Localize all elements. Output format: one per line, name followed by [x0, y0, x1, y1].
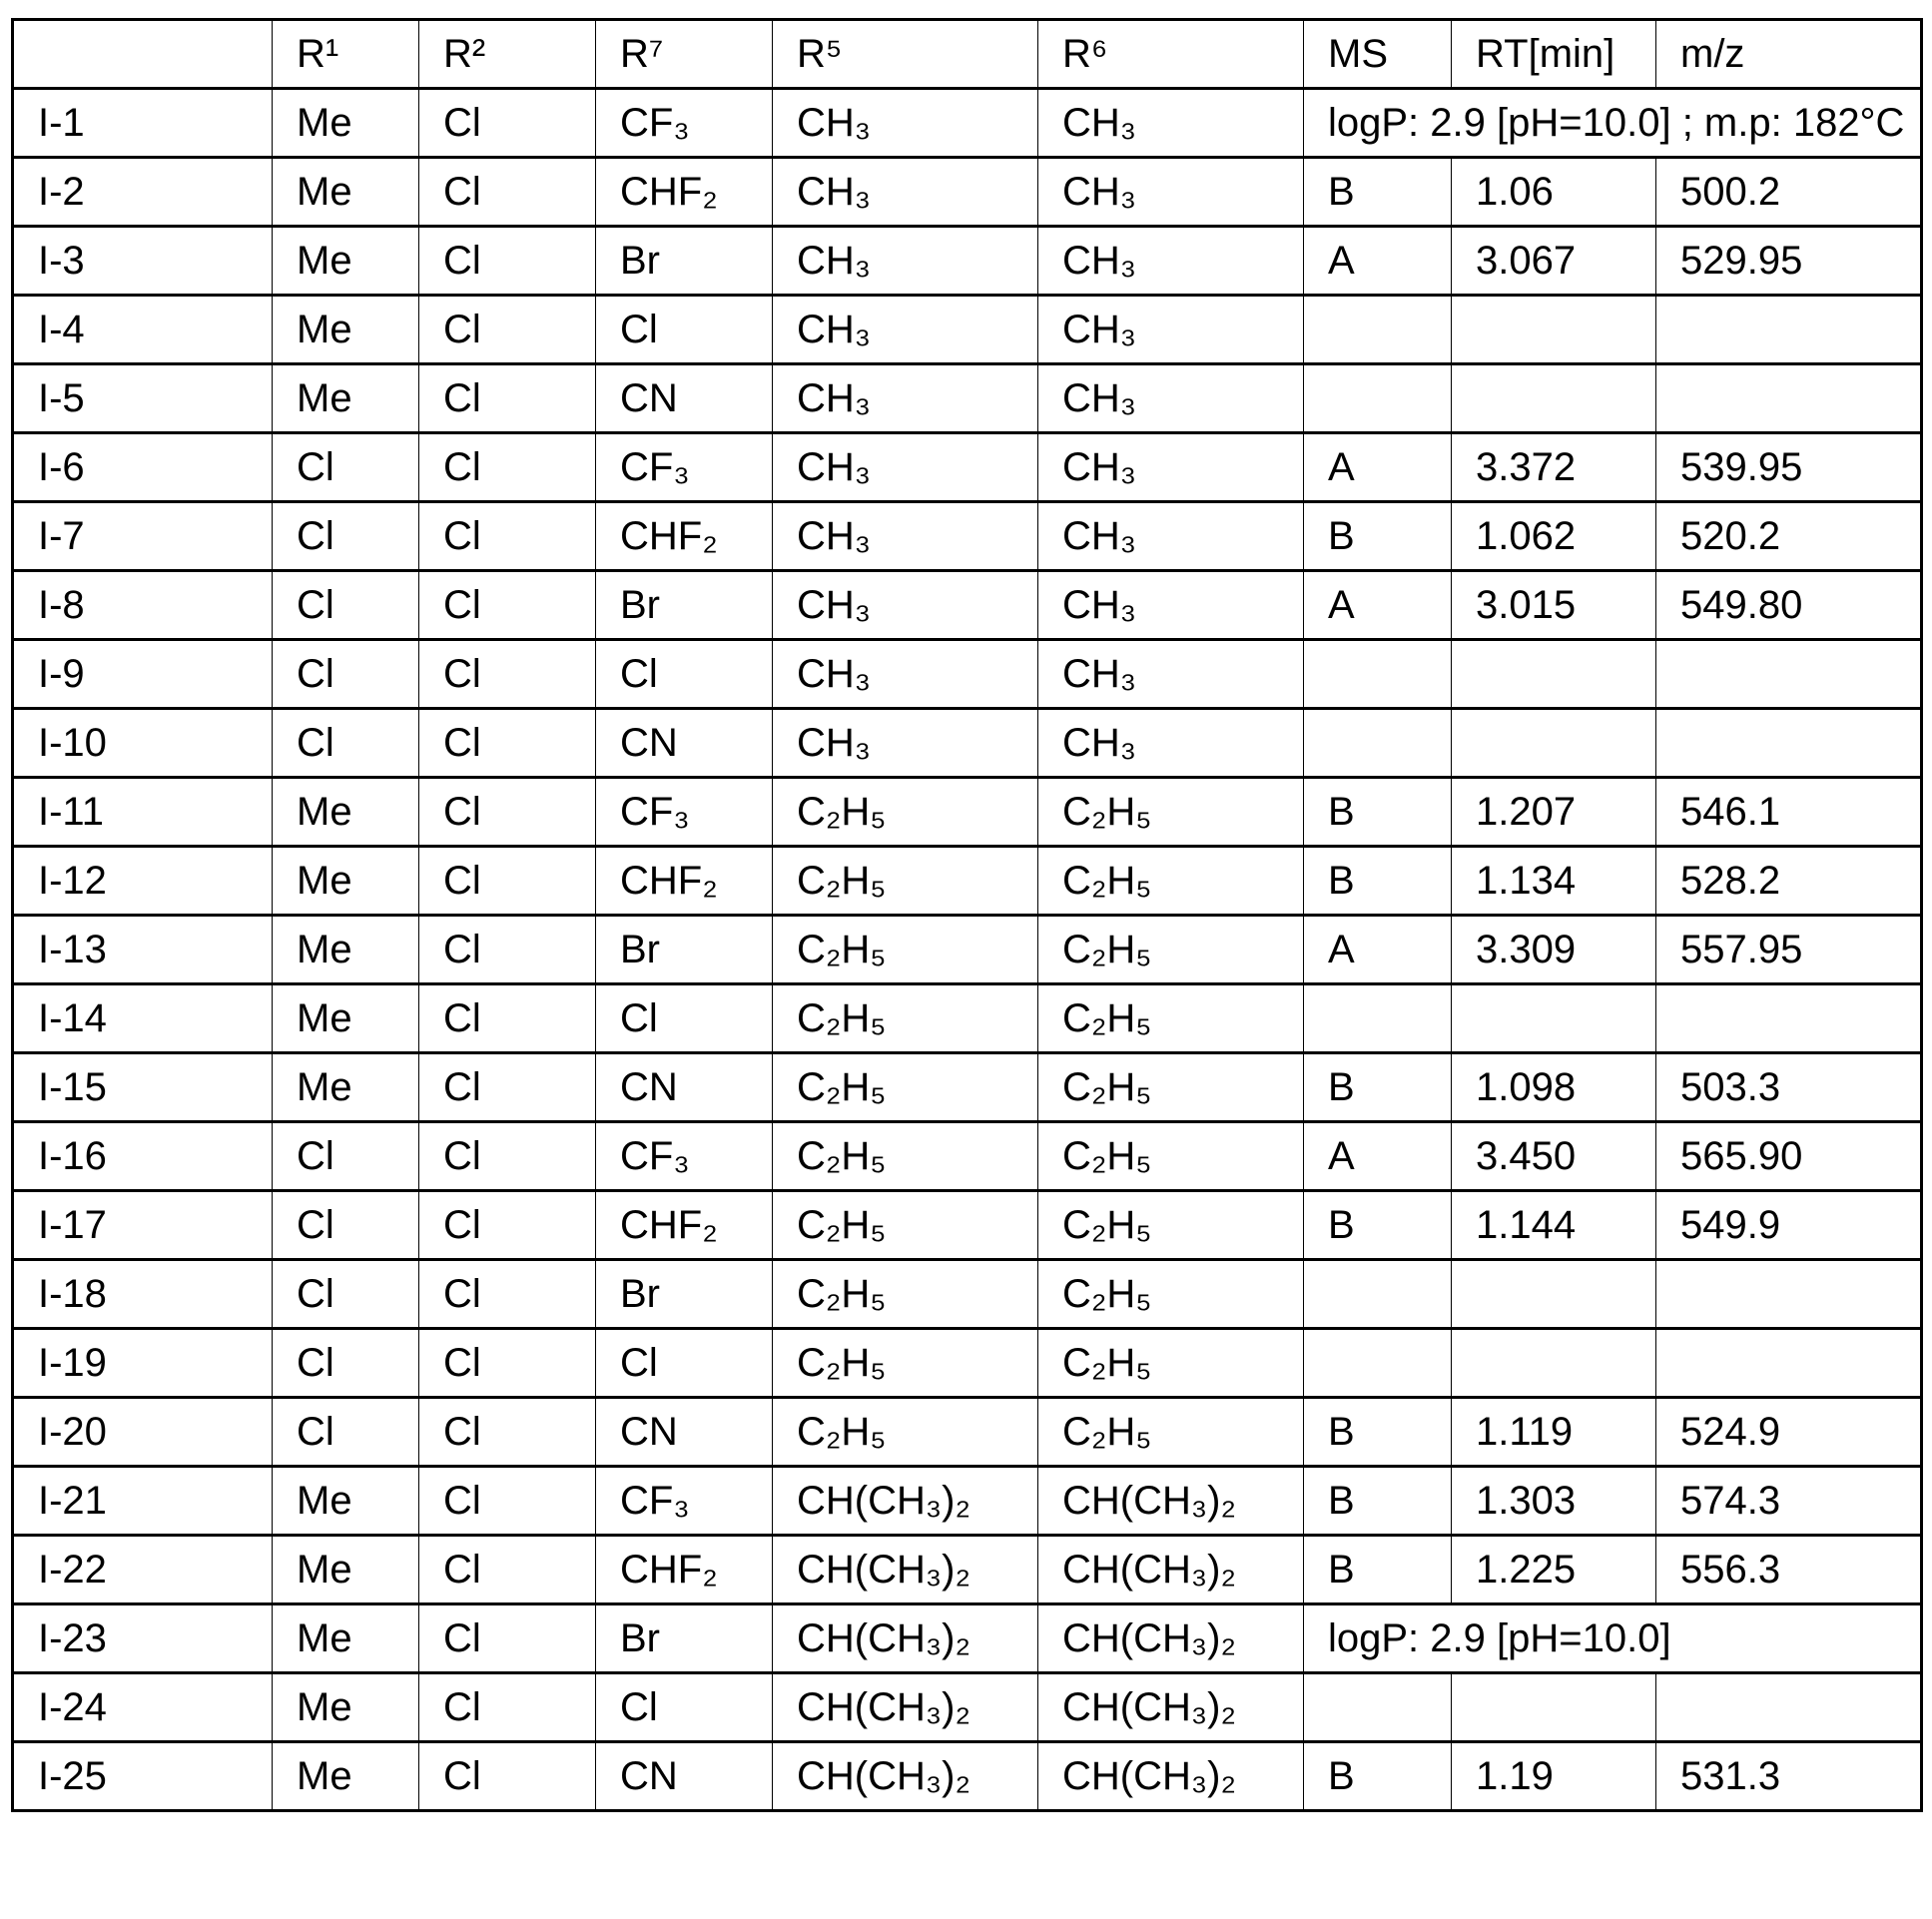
cell-r7: CF₃: [596, 89, 773, 158]
cell-mz: [1656, 709, 1922, 778]
table-row: [13, 1053, 1922, 1122]
cell-ms: A: [1304, 433, 1452, 502]
cell-r5: CH₃: [773, 502, 1038, 571]
cell-id: I-14: [13, 984, 273, 1053]
table-row: [13, 984, 1922, 1053]
cell-id: I-16: [13, 1122, 273, 1191]
cell-mz: [1656, 984, 1922, 1053]
cell-r2: Cl: [419, 296, 596, 364]
cell-r5: CH₃: [773, 227, 1038, 296]
cell-r7: CN: [596, 709, 773, 778]
table-row: [13, 158, 1922, 227]
cell-r5: CH₃: [773, 640, 1038, 709]
cell-r6: CH(CH₃)₂: [1038, 1536, 1304, 1604]
cell-r1: Me: [273, 227, 419, 296]
cell-ms: A: [1304, 571, 1452, 640]
cell-rt: 3.015: [1452, 571, 1656, 640]
cell-r2: Cl: [419, 1191, 596, 1260]
cell-mz: 574.3: [1656, 1467, 1922, 1536]
cell-id: I-6: [13, 433, 273, 502]
cell-id: I-9: [13, 640, 273, 709]
cell-r7: CHF₂: [596, 847, 773, 916]
column-header: R²: [419, 20, 596, 89]
cell-rt: [1452, 296, 1656, 364]
cell-r1: Me: [273, 1604, 419, 1673]
cell-r7: CHF₂: [596, 1536, 773, 1604]
cell-r2: Cl: [419, 571, 596, 640]
cell-r5: C₂H₅: [773, 1329, 1038, 1398]
cell-r1: Cl: [273, 1398, 419, 1467]
cell-r1: Cl: [273, 640, 419, 709]
cell-r6: C₂H₅: [1038, 778, 1304, 847]
cell-mz: 520.2: [1656, 502, 1922, 571]
cell-r6: C₂H₅: [1038, 1122, 1304, 1191]
cell-r7: Br: [596, 1604, 773, 1673]
cell-r2: Cl: [419, 364, 596, 433]
cell-id: I-5: [13, 364, 273, 433]
cell-ms: [1304, 364, 1452, 433]
table-row: [13, 1122, 1922, 1191]
cell-r1: Me: [273, 89, 419, 158]
cell-r2: Cl: [419, 1673, 596, 1742]
cell-ms: B: [1304, 502, 1452, 571]
table-row: [13, 916, 1922, 984]
cell-rt: 3.450: [1452, 1122, 1656, 1191]
cell-ms: A: [1304, 916, 1452, 984]
cell-id: I-2: [13, 158, 273, 227]
cell-r5: CH(CH₃)₂: [773, 1742, 1038, 1811]
cell-r7: CF₃: [596, 1122, 773, 1191]
cell-mz: 539.95: [1656, 433, 1922, 502]
table-row: [13, 502, 1922, 571]
cell-mz: [1656, 364, 1922, 433]
cell-mz: 531.3: [1656, 1742, 1922, 1811]
table-row: [13, 847, 1922, 916]
cell-r1: Me: [273, 916, 419, 984]
cell-ms: [1304, 709, 1452, 778]
cell-mz: 500.2: [1656, 158, 1922, 227]
cell-r5: CH₃: [773, 433, 1038, 502]
cell-r2: Cl: [419, 1398, 596, 1467]
cell-r7: Cl: [596, 1329, 773, 1398]
cell-r5: C₂H₅: [773, 1260, 1038, 1329]
cell-r2: Cl: [419, 1122, 596, 1191]
cell-ms: B: [1304, 847, 1452, 916]
cell-r6: CH(CH₃)₂: [1038, 1604, 1304, 1673]
cell-id: I-12: [13, 847, 273, 916]
cell-r6: CH₃: [1038, 709, 1304, 778]
cell-r5: CH(CH₃)₂: [773, 1673, 1038, 1742]
table-row: [13, 1191, 1922, 1260]
cell-r7: Br: [596, 227, 773, 296]
cell-r2: Cl: [419, 158, 596, 227]
table-row: [13, 571, 1922, 640]
cell-r5: CH₃: [773, 571, 1038, 640]
cell-r7: Cl: [596, 1673, 773, 1742]
cell-r1: Me: [273, 1467, 419, 1536]
cell-id: I-7: [13, 502, 273, 571]
cell-r1: Me: [273, 847, 419, 916]
cell-r2: Cl: [419, 227, 596, 296]
cell-r1: Me: [273, 778, 419, 847]
cell-r5: CH(CH₃)₂: [773, 1604, 1038, 1673]
cell-id: I-22: [13, 1536, 273, 1604]
cell-r5: C₂H₅: [773, 1122, 1038, 1191]
cell-id: I-19: [13, 1329, 273, 1398]
cell-ms: A: [1304, 227, 1452, 296]
column-header: R⁷: [596, 20, 773, 89]
cell-rt: [1452, 1329, 1656, 1398]
cell-r1: Me: [273, 296, 419, 364]
table-row: [13, 296, 1922, 364]
cell-r2: Cl: [419, 640, 596, 709]
cell-mz: 528.2: [1656, 847, 1922, 916]
cell-r7: Cl: [596, 296, 773, 364]
table-row: [13, 1673, 1922, 1742]
column-header: MS: [1304, 20, 1452, 89]
cell-id: I-17: [13, 1191, 273, 1260]
cell-rt: 1.19: [1452, 1742, 1656, 1811]
cell-r5: C₂H₅: [773, 847, 1038, 916]
cell-r1: Cl: [273, 1329, 419, 1398]
cell-mz: 557.95: [1656, 916, 1922, 984]
cell-r7: CHF₂: [596, 1191, 773, 1260]
cell-r7: CN: [596, 1398, 773, 1467]
cell-r6: CH₃: [1038, 158, 1304, 227]
cell-r7: CN: [596, 1053, 773, 1122]
column-header: R⁵: [773, 20, 1038, 89]
cell-note: logP: 2.9 [pH=10.0]: [1304, 1604, 1922, 1673]
cell-ms: [1304, 984, 1452, 1053]
cell-r5: C₂H₅: [773, 1191, 1038, 1260]
cell-r1: Me: [273, 1742, 419, 1811]
cell-r6: CH₃: [1038, 433, 1304, 502]
cell-r1: Me: [273, 364, 419, 433]
table-row: [13, 640, 1922, 709]
cell-r2: Cl: [419, 1053, 596, 1122]
column-header: RT[min]: [1452, 20, 1656, 89]
table-row: [13, 778, 1922, 847]
cell-r5: CH₃: [773, 158, 1038, 227]
cell-r5: C₂H₅: [773, 984, 1038, 1053]
cell-rt: [1452, 640, 1656, 709]
cell-r6: C₂H₅: [1038, 984, 1304, 1053]
cell-ms: [1304, 1329, 1452, 1398]
cell-ms: B: [1304, 1536, 1452, 1604]
cell-id: I-13: [13, 916, 273, 984]
cell-r6: CH₃: [1038, 571, 1304, 640]
table-row: [13, 1398, 1922, 1467]
table-row: [13, 1604, 1922, 1673]
cell-rt: 1.119: [1452, 1398, 1656, 1467]
cell-r2: Cl: [419, 1604, 596, 1673]
cell-r1: Cl: [273, 1260, 419, 1329]
cell-rt: 3.067: [1452, 227, 1656, 296]
cell-ms: [1304, 640, 1452, 709]
cell-r2: Cl: [419, 709, 596, 778]
cell-rt: 1.144: [1452, 1191, 1656, 1260]
cell-rt: 1.098: [1452, 1053, 1656, 1122]
cell-rt: [1452, 1260, 1656, 1329]
cell-id: I-1: [13, 89, 273, 158]
cell-rt: 1.225: [1452, 1536, 1656, 1604]
cell-r6: C₂H₅: [1038, 847, 1304, 916]
cell-r5: C₂H₅: [773, 778, 1038, 847]
cell-id: I-8: [13, 571, 273, 640]
cell-rt: [1452, 984, 1656, 1053]
cell-rt: 3.372: [1452, 433, 1656, 502]
cell-r6: C₂H₅: [1038, 916, 1304, 984]
cell-id: I-11: [13, 778, 273, 847]
cell-r7: Cl: [596, 640, 773, 709]
cell-mz: 529.95: [1656, 227, 1922, 296]
cell-rt: 3.309: [1452, 916, 1656, 984]
table-row: [13, 433, 1922, 502]
cell-id: I-15: [13, 1053, 273, 1122]
table-row: [13, 1467, 1922, 1536]
table-row: [13, 1260, 1922, 1329]
cell-r2: Cl: [419, 1260, 596, 1329]
cell-r2: Cl: [419, 1742, 596, 1811]
cell-r1: Cl: [273, 502, 419, 571]
cell-id: I-25: [13, 1742, 273, 1811]
cell-r1: Me: [273, 1053, 419, 1122]
cell-mz: [1656, 296, 1922, 364]
cell-mz: [1656, 1329, 1922, 1398]
cell-r1: Cl: [273, 571, 419, 640]
cell-r5: C₂H₅: [773, 1053, 1038, 1122]
cell-ms: B: [1304, 1191, 1452, 1260]
cell-r6: CH(CH₃)₂: [1038, 1467, 1304, 1536]
cell-mz: 546.1: [1656, 778, 1922, 847]
cell-r6: CH₃: [1038, 502, 1304, 571]
cell-r1: Me: [273, 1673, 419, 1742]
table-row: [13, 1742, 1922, 1811]
cell-id: I-23: [13, 1604, 273, 1673]
cell-r6: CH(CH₃)₂: [1038, 1673, 1304, 1742]
table-row: [13, 1329, 1922, 1398]
cell-r6: C₂H₅: [1038, 1329, 1304, 1398]
cell-ms: [1304, 1673, 1452, 1742]
cell-r5: CH(CH₃)₂: [773, 1536, 1038, 1604]
cell-mz: [1656, 1673, 1922, 1742]
cell-r6: CH(CH₃)₂: [1038, 1742, 1304, 1811]
cell-ms: B: [1304, 1742, 1452, 1811]
cell-r1: Me: [273, 158, 419, 227]
cell-rt: 1.207: [1452, 778, 1656, 847]
cell-r2: Cl: [419, 433, 596, 502]
compound-table: [11, 18, 1923, 1812]
cell-id: I-3: [13, 227, 273, 296]
cell-r7: CHF₂: [596, 158, 773, 227]
cell-ms: B: [1304, 1398, 1452, 1467]
cell-r5: CH(CH₃)₂: [773, 1467, 1038, 1536]
cell-r2: Cl: [419, 1329, 596, 1398]
cell-r1: Me: [273, 984, 419, 1053]
cell-r2: Cl: [419, 984, 596, 1053]
cell-r2: Cl: [419, 847, 596, 916]
cell-r7: CF₃: [596, 1467, 773, 1536]
table-row: [13, 227, 1922, 296]
cell-r1: Cl: [273, 709, 419, 778]
cell-id: I-24: [13, 1673, 273, 1742]
cell-r7: CF₃: [596, 778, 773, 847]
cell-id: I-4: [13, 296, 273, 364]
cell-ms: B: [1304, 1053, 1452, 1122]
cell-id: I-10: [13, 709, 273, 778]
cell-r6: CH₃: [1038, 89, 1304, 158]
cell-r5: C₂H₅: [773, 1398, 1038, 1467]
cell-r7: Cl: [596, 984, 773, 1053]
cell-r1: Cl: [273, 433, 419, 502]
cell-r7: CF₃: [596, 433, 773, 502]
cell-r7: Br: [596, 1260, 773, 1329]
cell-rt: [1452, 364, 1656, 433]
cell-mz: 549.80: [1656, 571, 1922, 640]
cell-r1: Cl: [273, 1191, 419, 1260]
cell-rt: [1452, 709, 1656, 778]
cell-r6: C₂H₅: [1038, 1398, 1304, 1467]
column-header: [13, 20, 273, 89]
cell-r6: C₂H₅: [1038, 1260, 1304, 1329]
cell-ms: B: [1304, 158, 1452, 227]
cell-r5: CH₃: [773, 296, 1038, 364]
cell-r1: Me: [273, 1536, 419, 1604]
cell-ms: B: [1304, 778, 1452, 847]
cell-rt: 1.062: [1452, 502, 1656, 571]
cell-rt: 1.134: [1452, 847, 1656, 916]
cell-r6: CH₃: [1038, 227, 1304, 296]
cell-r6: C₂H₅: [1038, 1191, 1304, 1260]
cell-r2: Cl: [419, 502, 596, 571]
column-header: m/z: [1656, 20, 1922, 89]
cell-mz: 565.90: [1656, 1122, 1922, 1191]
table-row: [13, 1536, 1922, 1604]
column-header: R¹: [273, 20, 419, 89]
cell-r5: C₂H₅: [773, 916, 1038, 984]
cell-mz: 503.3: [1656, 1053, 1922, 1122]
cell-r6: CH₃: [1038, 640, 1304, 709]
cell-id: I-21: [13, 1467, 273, 1536]
cell-id: I-18: [13, 1260, 273, 1329]
cell-rt: [1452, 1673, 1656, 1742]
cell-r7: Br: [596, 571, 773, 640]
cell-note: logP: 2.9 [pH=10.0] ; m.p: 182°C: [1304, 89, 1922, 158]
table-row: [13, 709, 1922, 778]
cell-mz: [1656, 1260, 1922, 1329]
cell-r2: Cl: [419, 1467, 596, 1536]
cell-r5: CH₃: [773, 89, 1038, 158]
cell-mz: 556.3: [1656, 1536, 1922, 1604]
column-header: R⁶: [1038, 20, 1304, 89]
cell-r2: Cl: [419, 778, 596, 847]
cell-id: I-20: [13, 1398, 273, 1467]
cell-r6: CH₃: [1038, 296, 1304, 364]
cell-r6: CH₃: [1038, 364, 1304, 433]
cell-ms: A: [1304, 1122, 1452, 1191]
cell-r5: CH₃: [773, 364, 1038, 433]
cell-mz: 524.9: [1656, 1398, 1922, 1467]
header-row: [13, 20, 1922, 89]
cell-ms: [1304, 1260, 1452, 1329]
table-row: [13, 364, 1922, 433]
table-row: [13, 89, 1922, 158]
cell-rt: 1.303: [1452, 1467, 1656, 1536]
cell-mz: [1656, 640, 1922, 709]
cell-r2: Cl: [419, 89, 596, 158]
cell-r5: CH₃: [773, 709, 1038, 778]
cell-r2: Cl: [419, 1536, 596, 1604]
cell-ms: [1304, 296, 1452, 364]
cell-r7: CHF₂: [596, 502, 773, 571]
cell-r1: Cl: [273, 1122, 419, 1191]
cell-rt: 1.06: [1452, 158, 1656, 227]
cell-r7: Br: [596, 916, 773, 984]
cell-r7: CN: [596, 364, 773, 433]
cell-ms: B: [1304, 1467, 1452, 1536]
cell-mz: 549.9: [1656, 1191, 1922, 1260]
cell-r2: Cl: [419, 916, 596, 984]
cell-r7: CN: [596, 1742, 773, 1811]
cell-r6: C₂H₅: [1038, 1053, 1304, 1122]
